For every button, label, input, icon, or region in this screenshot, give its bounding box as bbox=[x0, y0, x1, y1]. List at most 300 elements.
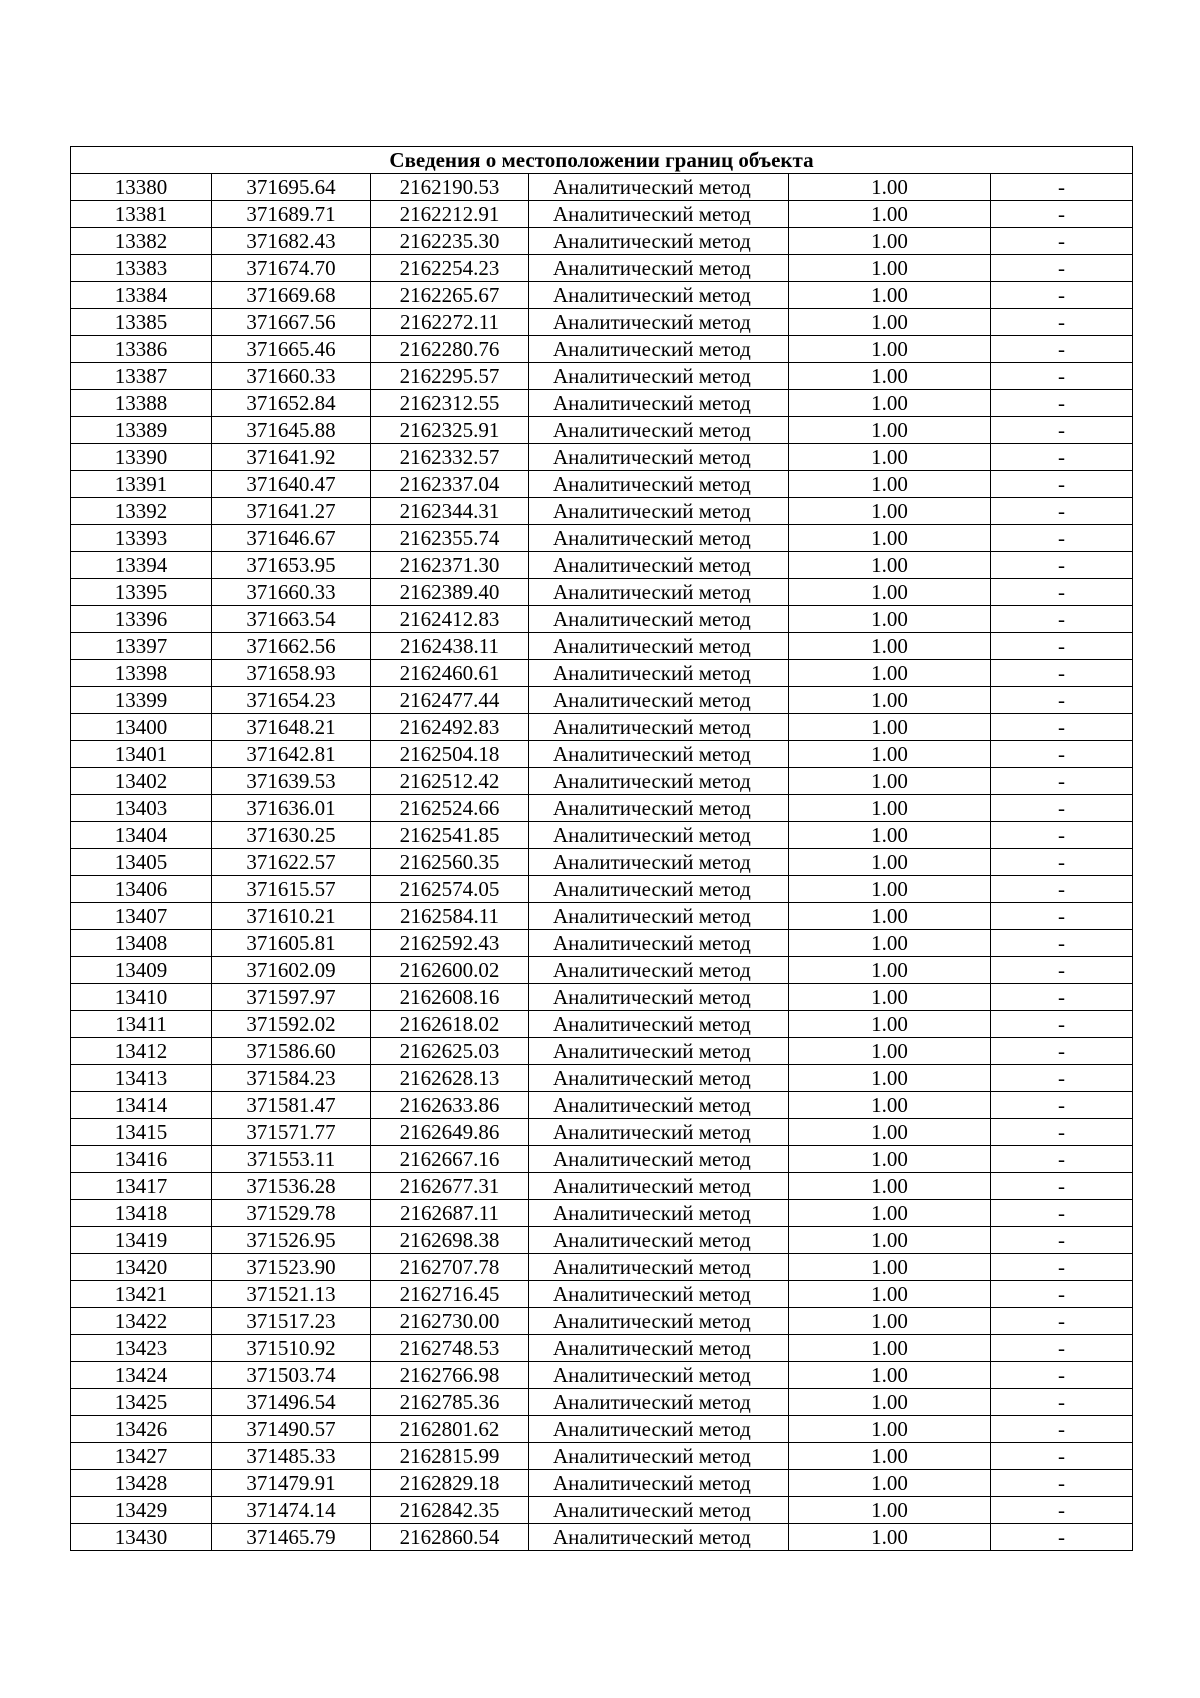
method-cell: Аналитический метод bbox=[529, 255, 789, 282]
description-cell: - bbox=[991, 606, 1133, 633]
x-coordinate-cell: 371682.43 bbox=[212, 228, 371, 255]
description-cell: - bbox=[991, 1389, 1133, 1416]
y-coordinate-cell: 2162687.11 bbox=[371, 1200, 529, 1227]
description-cell: - bbox=[991, 1308, 1133, 1335]
y-coordinate-cell: 2162344.31 bbox=[371, 498, 529, 525]
method-cell: Аналитический метод bbox=[529, 714, 789, 741]
accuracy-cell: 1.00 bbox=[789, 984, 991, 1011]
x-coordinate-cell: 371646.67 bbox=[212, 525, 371, 552]
point-number-cell: 13421 bbox=[71, 1281, 212, 1308]
x-coordinate-cell: 371485.33 bbox=[212, 1443, 371, 1470]
y-coordinate-cell: 2162608.16 bbox=[371, 984, 529, 1011]
description-cell: - bbox=[991, 849, 1133, 876]
point-number-cell: 13420 bbox=[71, 1254, 212, 1281]
description-cell: - bbox=[991, 444, 1133, 471]
point-number-cell: 13390 bbox=[71, 444, 212, 471]
y-coordinate-cell: 2162460.61 bbox=[371, 660, 529, 687]
x-coordinate-cell: 371648.21 bbox=[212, 714, 371, 741]
table-row bbox=[71, 795, 1133, 822]
method-cell: Аналитический метод bbox=[529, 984, 789, 1011]
description-cell: - bbox=[991, 1065, 1133, 1092]
method-cell: Аналитический метод bbox=[529, 1227, 789, 1254]
x-coordinate-cell: 371529.78 bbox=[212, 1200, 371, 1227]
y-coordinate-cell: 2162337.04 bbox=[371, 471, 529, 498]
method-cell: Аналитический метод bbox=[529, 1200, 789, 1227]
method-cell: Аналитический метод bbox=[529, 1497, 789, 1524]
description-cell: - bbox=[991, 1281, 1133, 1308]
description-cell: - bbox=[991, 525, 1133, 552]
x-coordinate-cell: 371584.23 bbox=[212, 1065, 371, 1092]
table-row bbox=[71, 336, 1133, 363]
method-cell: Аналитический метод bbox=[529, 525, 789, 552]
accuracy-cell: 1.00 bbox=[789, 552, 991, 579]
accuracy-cell: 1.00 bbox=[789, 660, 991, 687]
table-row bbox=[71, 1146, 1133, 1173]
table-row bbox=[71, 1389, 1133, 1416]
point-number-cell: 13408 bbox=[71, 930, 212, 957]
accuracy-cell: 1.00 bbox=[789, 363, 991, 390]
table-title: Сведения о местоположении границ объекта bbox=[71, 147, 1133, 174]
table-row bbox=[71, 255, 1133, 282]
accuracy-cell: 1.00 bbox=[789, 1227, 991, 1254]
point-number-cell: 13393 bbox=[71, 525, 212, 552]
table-row bbox=[71, 849, 1133, 876]
x-coordinate-cell: 371695.64 bbox=[212, 174, 371, 201]
accuracy-cell: 1.00 bbox=[789, 390, 991, 417]
description-cell: - bbox=[991, 930, 1133, 957]
table-row bbox=[71, 1065, 1133, 1092]
y-coordinate-cell: 2162628.13 bbox=[371, 1065, 529, 1092]
point-number-cell: 13387 bbox=[71, 363, 212, 390]
y-coordinate-cell: 2162801.62 bbox=[371, 1416, 529, 1443]
point-number-cell: 13403 bbox=[71, 795, 212, 822]
point-number-cell: 13388 bbox=[71, 390, 212, 417]
description-cell: - bbox=[991, 417, 1133, 444]
y-coordinate-cell: 2162235.30 bbox=[371, 228, 529, 255]
y-coordinate-cell: 2162412.83 bbox=[371, 606, 529, 633]
y-coordinate-cell: 2162492.83 bbox=[371, 714, 529, 741]
table-row bbox=[71, 1524, 1133, 1551]
accuracy-cell: 1.00 bbox=[789, 768, 991, 795]
y-coordinate-cell: 2162860.54 bbox=[371, 1524, 529, 1551]
y-coordinate-cell: 2162272.11 bbox=[371, 309, 529, 336]
method-cell: Аналитический метод bbox=[529, 1119, 789, 1146]
y-coordinate-cell: 2162325.91 bbox=[371, 417, 529, 444]
x-coordinate-cell: 371553.11 bbox=[212, 1146, 371, 1173]
table-row bbox=[71, 417, 1133, 444]
table-row bbox=[71, 876, 1133, 903]
point-number-cell: 13429 bbox=[71, 1497, 212, 1524]
description-cell: - bbox=[991, 498, 1133, 525]
method-cell: Аналитический метод bbox=[529, 282, 789, 309]
y-coordinate-cell: 2162707.78 bbox=[371, 1254, 529, 1281]
point-number-cell: 13413 bbox=[71, 1065, 212, 1092]
method-cell: Аналитический метод bbox=[529, 1308, 789, 1335]
table-row bbox=[71, 687, 1133, 714]
point-number-cell: 13407 bbox=[71, 903, 212, 930]
x-coordinate-cell: 371667.56 bbox=[212, 309, 371, 336]
x-coordinate-cell: 371622.57 bbox=[212, 849, 371, 876]
table-row bbox=[71, 444, 1133, 471]
point-number-cell: 13398 bbox=[71, 660, 212, 687]
y-coordinate-cell: 2162766.98 bbox=[371, 1362, 529, 1389]
accuracy-cell: 1.00 bbox=[789, 444, 991, 471]
y-coordinate-cell: 2162541.85 bbox=[371, 822, 529, 849]
point-number-cell: 13426 bbox=[71, 1416, 212, 1443]
x-coordinate-cell: 371639.53 bbox=[212, 768, 371, 795]
description-cell: - bbox=[991, 633, 1133, 660]
point-number-cell: 13402 bbox=[71, 768, 212, 795]
accuracy-cell: 1.00 bbox=[789, 1470, 991, 1497]
accuracy-cell: 1.00 bbox=[789, 201, 991, 228]
table-row bbox=[71, 741, 1133, 768]
accuracy-cell: 1.00 bbox=[789, 579, 991, 606]
x-coordinate-cell: 371605.81 bbox=[212, 930, 371, 957]
accuracy-cell: 1.00 bbox=[789, 336, 991, 363]
method-cell: Аналитический метод bbox=[529, 309, 789, 336]
table-row bbox=[71, 525, 1133, 552]
point-number-cell: 13394 bbox=[71, 552, 212, 579]
x-coordinate-cell: 371630.25 bbox=[212, 822, 371, 849]
description-cell: - bbox=[991, 795, 1133, 822]
y-coordinate-cell: 2162504.18 bbox=[371, 741, 529, 768]
x-coordinate-cell: 371662.56 bbox=[212, 633, 371, 660]
y-coordinate-cell: 2162698.38 bbox=[371, 1227, 529, 1254]
x-coordinate-cell: 371496.54 bbox=[212, 1389, 371, 1416]
point-number-cell: 13406 bbox=[71, 876, 212, 903]
accuracy-cell: 1.00 bbox=[789, 687, 991, 714]
description-cell: - bbox=[991, 768, 1133, 795]
method-cell: Аналитический метод bbox=[529, 687, 789, 714]
table-title-row bbox=[71, 147, 1133, 174]
method-cell: Аналитический метод bbox=[529, 498, 789, 525]
x-coordinate-cell: 371642.81 bbox=[212, 741, 371, 768]
x-coordinate-cell: 371479.91 bbox=[212, 1470, 371, 1497]
accuracy-cell: 1.00 bbox=[789, 498, 991, 525]
y-coordinate-cell: 2162625.03 bbox=[371, 1038, 529, 1065]
description-cell: - bbox=[991, 174, 1133, 201]
table-row bbox=[71, 282, 1133, 309]
y-coordinate-cell: 2162295.57 bbox=[371, 363, 529, 390]
y-coordinate-cell: 2162574.05 bbox=[371, 876, 529, 903]
x-coordinate-cell: 371669.68 bbox=[212, 282, 371, 309]
method-cell: Аналитический метод bbox=[529, 1281, 789, 1308]
method-cell: Аналитический метод bbox=[529, 741, 789, 768]
y-coordinate-cell: 2162560.35 bbox=[371, 849, 529, 876]
description-cell: - bbox=[991, 1092, 1133, 1119]
method-cell: Аналитический метод bbox=[529, 417, 789, 444]
y-coordinate-cell: 2162618.02 bbox=[371, 1011, 529, 1038]
method-cell: Аналитический метод bbox=[529, 849, 789, 876]
point-number-cell: 13427 bbox=[71, 1443, 212, 1470]
point-number-cell: 13405 bbox=[71, 849, 212, 876]
description-cell: - bbox=[991, 1038, 1133, 1065]
description-cell: - bbox=[991, 336, 1133, 363]
accuracy-cell: 1.00 bbox=[789, 876, 991, 903]
point-number-cell: 13404 bbox=[71, 822, 212, 849]
table-row bbox=[71, 930, 1133, 957]
accuracy-cell: 1.00 bbox=[789, 255, 991, 282]
method-cell: Аналитический метод bbox=[529, 1335, 789, 1362]
point-number-cell: 13383 bbox=[71, 255, 212, 282]
method-cell: Аналитический метод bbox=[529, 390, 789, 417]
method-cell: Аналитический метод bbox=[529, 1173, 789, 1200]
x-coordinate-cell: 371674.70 bbox=[212, 255, 371, 282]
table-row bbox=[71, 228, 1133, 255]
table-row bbox=[71, 1281, 1133, 1308]
method-cell: Аналитический метод bbox=[529, 633, 789, 660]
accuracy-cell: 1.00 bbox=[789, 957, 991, 984]
method-cell: Аналитический метод bbox=[529, 336, 789, 363]
description-cell: - bbox=[991, 228, 1133, 255]
accuracy-cell: 1.00 bbox=[789, 417, 991, 444]
table-row bbox=[71, 1308, 1133, 1335]
table-row bbox=[71, 633, 1133, 660]
point-number-cell: 13389 bbox=[71, 417, 212, 444]
point-number-cell: 13395 bbox=[71, 579, 212, 606]
x-coordinate-cell: 371689.71 bbox=[212, 201, 371, 228]
y-coordinate-cell: 2162748.53 bbox=[371, 1335, 529, 1362]
method-cell: Аналитический метод bbox=[529, 1065, 789, 1092]
x-coordinate-cell: 371536.28 bbox=[212, 1173, 371, 1200]
y-coordinate-cell: 2162512.42 bbox=[371, 768, 529, 795]
y-coordinate-cell: 2162371.30 bbox=[371, 552, 529, 579]
table-body bbox=[71, 147, 1133, 1551]
description-cell: - bbox=[991, 1227, 1133, 1254]
y-coordinate-cell: 2162584.11 bbox=[371, 903, 529, 930]
y-coordinate-cell: 2162438.11 bbox=[371, 633, 529, 660]
table-row bbox=[71, 174, 1133, 201]
x-coordinate-cell: 371490.57 bbox=[212, 1416, 371, 1443]
method-cell: Аналитический метод bbox=[529, 606, 789, 633]
point-number-cell: 13392 bbox=[71, 498, 212, 525]
table-row bbox=[71, 903, 1133, 930]
method-cell: Аналитический метод bbox=[529, 1416, 789, 1443]
method-cell: Аналитический метод bbox=[529, 903, 789, 930]
accuracy-cell: 1.00 bbox=[789, 1524, 991, 1551]
point-number-cell: 13430 bbox=[71, 1524, 212, 1551]
accuracy-cell: 1.00 bbox=[789, 1092, 991, 1119]
table-row bbox=[71, 1335, 1133, 1362]
description-cell: - bbox=[991, 1254, 1133, 1281]
table-row bbox=[71, 552, 1133, 579]
y-coordinate-cell: 2162312.55 bbox=[371, 390, 529, 417]
accuracy-cell: 1.00 bbox=[789, 1200, 991, 1227]
point-number-cell: 13399 bbox=[71, 687, 212, 714]
method-cell: Аналитический метод bbox=[529, 768, 789, 795]
accuracy-cell: 1.00 bbox=[789, 1389, 991, 1416]
point-number-cell: 13382 bbox=[71, 228, 212, 255]
x-coordinate-cell: 371503.74 bbox=[212, 1362, 371, 1389]
y-coordinate-cell: 2162600.02 bbox=[371, 957, 529, 984]
accuracy-cell: 1.00 bbox=[789, 309, 991, 336]
y-coordinate-cell: 2162389.40 bbox=[371, 579, 529, 606]
description-cell: - bbox=[991, 984, 1133, 1011]
y-coordinate-cell: 2162730.00 bbox=[371, 1308, 529, 1335]
method-cell: Аналитический метод bbox=[529, 1524, 789, 1551]
description-cell: - bbox=[991, 1200, 1133, 1227]
point-number-cell: 13415 bbox=[71, 1119, 212, 1146]
y-coordinate-cell: 2162829.18 bbox=[371, 1470, 529, 1497]
x-coordinate-cell: 371636.01 bbox=[212, 795, 371, 822]
point-number-cell: 13411 bbox=[71, 1011, 212, 1038]
table-row bbox=[71, 1038, 1133, 1065]
point-number-cell: 13409 bbox=[71, 957, 212, 984]
table-row bbox=[71, 822, 1133, 849]
table-row bbox=[71, 1254, 1133, 1281]
accuracy-cell: 1.00 bbox=[789, 633, 991, 660]
x-coordinate-cell: 371474.14 bbox=[212, 1497, 371, 1524]
point-number-cell: 13423 bbox=[71, 1335, 212, 1362]
method-cell: Аналитический метод bbox=[529, 552, 789, 579]
method-cell: Аналитический метод bbox=[529, 822, 789, 849]
point-number-cell: 13417 bbox=[71, 1173, 212, 1200]
method-cell: Аналитический метод bbox=[529, 660, 789, 687]
method-cell: Аналитический метод bbox=[529, 363, 789, 390]
description-cell: - bbox=[991, 1335, 1133, 1362]
description-cell: - bbox=[991, 957, 1133, 984]
point-number-cell: 13428 bbox=[71, 1470, 212, 1497]
method-cell: Аналитический метод bbox=[529, 471, 789, 498]
accuracy-cell: 1.00 bbox=[789, 1335, 991, 1362]
accuracy-cell: 1.00 bbox=[789, 1254, 991, 1281]
table-row bbox=[71, 660, 1133, 687]
method-cell: Аналитический метод bbox=[529, 930, 789, 957]
point-number-cell: 13425 bbox=[71, 1389, 212, 1416]
point-number-cell: 13419 bbox=[71, 1227, 212, 1254]
x-coordinate-cell: 371653.95 bbox=[212, 552, 371, 579]
description-cell: - bbox=[991, 309, 1133, 336]
point-number-cell: 13391 bbox=[71, 471, 212, 498]
point-number-cell: 13397 bbox=[71, 633, 212, 660]
table-row bbox=[71, 498, 1133, 525]
accuracy-cell: 1.00 bbox=[789, 1119, 991, 1146]
y-coordinate-cell: 2162265.67 bbox=[371, 282, 529, 309]
accuracy-cell: 1.00 bbox=[789, 1281, 991, 1308]
method-cell: Аналитический метод bbox=[529, 444, 789, 471]
accuracy-cell: 1.00 bbox=[789, 1065, 991, 1092]
table-row bbox=[71, 363, 1133, 390]
point-number-cell: 13400 bbox=[71, 714, 212, 741]
description-cell: - bbox=[991, 741, 1133, 768]
y-coordinate-cell: 2162815.99 bbox=[371, 1443, 529, 1470]
table-row bbox=[71, 768, 1133, 795]
accuracy-cell: 1.00 bbox=[789, 1497, 991, 1524]
y-coordinate-cell: 2162716.45 bbox=[371, 1281, 529, 1308]
table-row bbox=[71, 1011, 1133, 1038]
method-cell: Аналитический метод bbox=[529, 1146, 789, 1173]
point-number-cell: 13414 bbox=[71, 1092, 212, 1119]
description-cell: - bbox=[991, 201, 1133, 228]
x-coordinate-cell: 371465.79 bbox=[212, 1524, 371, 1551]
x-coordinate-cell: 371602.09 bbox=[212, 957, 371, 984]
y-coordinate-cell: 2162190.53 bbox=[371, 174, 529, 201]
boundary-coordinates-table bbox=[70, 146, 1133, 1551]
method-cell: Аналитический метод bbox=[529, 174, 789, 201]
y-coordinate-cell: 2162280.76 bbox=[371, 336, 529, 363]
accuracy-cell: 1.00 bbox=[789, 471, 991, 498]
table-row bbox=[71, 984, 1133, 1011]
description-cell: - bbox=[991, 1524, 1133, 1551]
accuracy-cell: 1.00 bbox=[789, 525, 991, 552]
x-coordinate-cell: 371658.93 bbox=[212, 660, 371, 687]
description-cell: - bbox=[991, 660, 1133, 687]
accuracy-cell: 1.00 bbox=[789, 282, 991, 309]
table-row bbox=[71, 1362, 1133, 1389]
x-coordinate-cell: 371592.02 bbox=[212, 1011, 371, 1038]
x-coordinate-cell: 371586.60 bbox=[212, 1038, 371, 1065]
table-row bbox=[71, 579, 1133, 606]
accuracy-cell: 1.00 bbox=[789, 849, 991, 876]
x-coordinate-cell: 371660.33 bbox=[212, 579, 371, 606]
table-row bbox=[71, 606, 1133, 633]
description-cell: - bbox=[991, 552, 1133, 579]
table-row bbox=[71, 1173, 1133, 1200]
accuracy-cell: 1.00 bbox=[789, 903, 991, 930]
accuracy-cell: 1.00 bbox=[789, 1011, 991, 1038]
y-coordinate-cell: 2162332.57 bbox=[371, 444, 529, 471]
method-cell: Аналитический метод bbox=[529, 876, 789, 903]
point-number-cell: 13401 bbox=[71, 741, 212, 768]
accuracy-cell: 1.00 bbox=[789, 1146, 991, 1173]
method-cell: Аналитический метод bbox=[529, 1092, 789, 1119]
y-coordinate-cell: 2162592.43 bbox=[371, 930, 529, 957]
method-cell: Аналитический метод bbox=[529, 579, 789, 606]
table-row bbox=[71, 714, 1133, 741]
accuracy-cell: 1.00 bbox=[789, 1443, 991, 1470]
accuracy-cell: 1.00 bbox=[789, 1038, 991, 1065]
x-coordinate-cell: 371571.77 bbox=[212, 1119, 371, 1146]
y-coordinate-cell: 2162842.35 bbox=[371, 1497, 529, 1524]
accuracy-cell: 1.00 bbox=[789, 714, 991, 741]
x-coordinate-cell: 371652.84 bbox=[212, 390, 371, 417]
table-row bbox=[71, 390, 1133, 417]
y-coordinate-cell: 2162355.74 bbox=[371, 525, 529, 552]
description-cell: - bbox=[991, 876, 1133, 903]
description-cell: - bbox=[991, 255, 1133, 282]
table-row bbox=[71, 1119, 1133, 1146]
point-number-cell: 13384 bbox=[71, 282, 212, 309]
y-coordinate-cell: 2162524.66 bbox=[371, 795, 529, 822]
description-cell: - bbox=[991, 1011, 1133, 1038]
method-cell: Аналитический метод bbox=[529, 795, 789, 822]
x-coordinate-cell: 371510.92 bbox=[212, 1335, 371, 1362]
description-cell: - bbox=[991, 1119, 1133, 1146]
accuracy-cell: 1.00 bbox=[789, 1308, 991, 1335]
point-number-cell: 13396 bbox=[71, 606, 212, 633]
y-coordinate-cell: 2162667.16 bbox=[371, 1146, 529, 1173]
point-number-cell: 13410 bbox=[71, 984, 212, 1011]
x-coordinate-cell: 371615.57 bbox=[212, 876, 371, 903]
description-cell: - bbox=[991, 714, 1133, 741]
table-row bbox=[71, 1227, 1133, 1254]
point-number-cell: 13412 bbox=[71, 1038, 212, 1065]
y-coordinate-cell: 2162212.91 bbox=[371, 201, 529, 228]
accuracy-cell: 1.00 bbox=[789, 1362, 991, 1389]
table-row bbox=[71, 957, 1133, 984]
table-row bbox=[71, 309, 1133, 336]
y-coordinate-cell: 2162254.23 bbox=[371, 255, 529, 282]
accuracy-cell: 1.00 bbox=[789, 741, 991, 768]
description-cell: - bbox=[991, 1416, 1133, 1443]
y-coordinate-cell: 2162649.86 bbox=[371, 1119, 529, 1146]
method-cell: Аналитический метод bbox=[529, 1389, 789, 1416]
x-coordinate-cell: 371581.47 bbox=[212, 1092, 371, 1119]
description-cell: - bbox=[991, 1470, 1133, 1497]
description-cell: - bbox=[991, 1497, 1133, 1524]
y-coordinate-cell: 2162677.31 bbox=[371, 1173, 529, 1200]
method-cell: Аналитический метод bbox=[529, 1443, 789, 1470]
